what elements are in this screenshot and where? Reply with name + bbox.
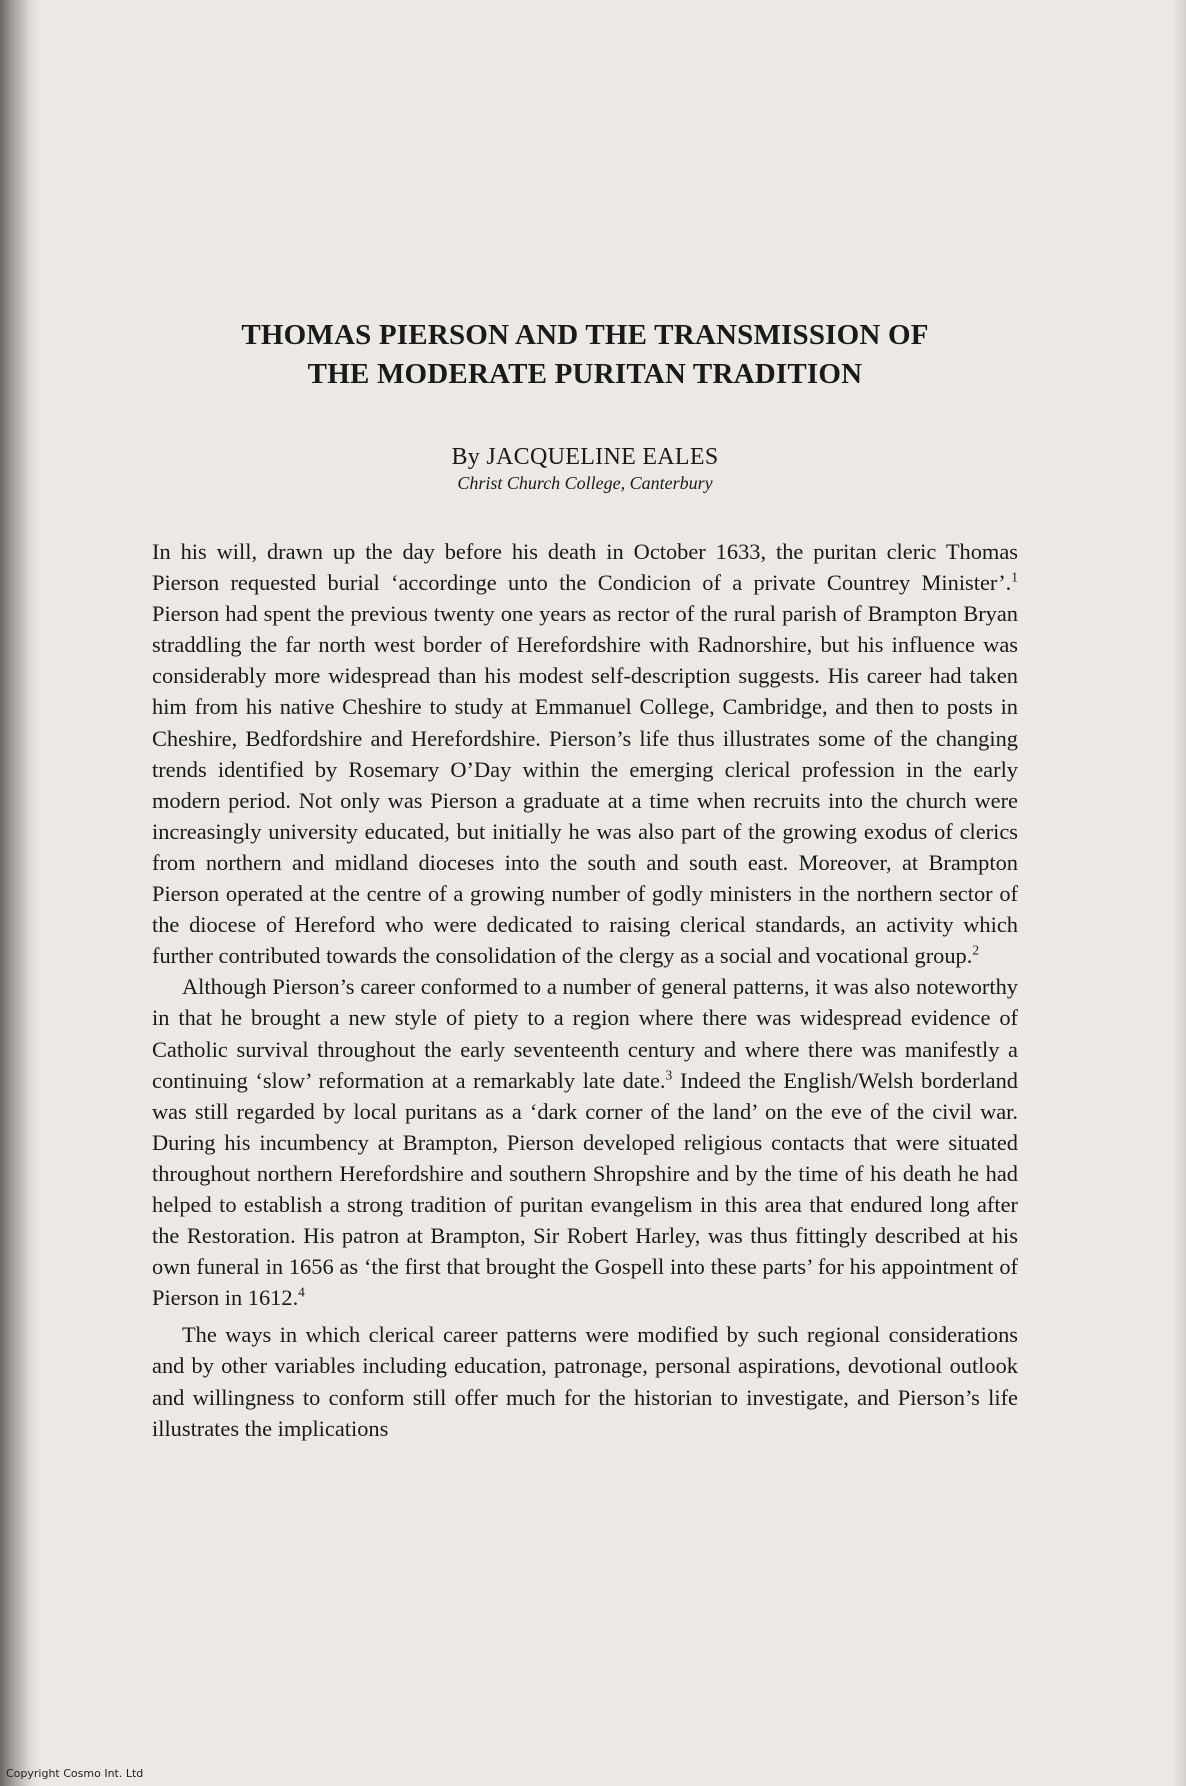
paragraph-2-text-a: Although Pierson’s career conformed to a number of general patterns, it was also noteworthy in that he brought a new style of piety to a region where there was widespread evidence of Catholic survival throughout the early seventeenth century and where there was manifestly a continuing ‘slow’ reformation at a remarkably late date. [152,974,1018,1093]
paragraph-2 [152,971,1018,1313]
footnote-ref-4: 4 [298,1284,305,1300]
footnote-ref-1: 1 [1011,569,1018,585]
copyright-watermark: Copyright Cosmo Int. Ltd [6,1767,144,1780]
paragraph-3 [152,1319,1018,1443]
paragraph-2-text-b: Indeed the English/Welsh borderland was still regarded by local puritans as a ‘dark corner of the land’ on the eve of the civil war. During his incumbency at Brampton, Pierson developed religious contacts that were situated throughout northern Herefordshire and southern Shropshire and by the time of his death he had helped to establish a strong tradition of puritan evangelism in this area that endured long after the Restoration. His patron at Brampton, Sir Robert Harley, was thus fittingly described at his own funeral in 1656 as ‘the first that brought the Gospell into these parts’ for his appointment of Pierson in 1612. [152,1067,1018,1311]
footnote-ref-3: 3 [665,1067,673,1083]
paragraph-3-text: The ways in which clerical career patterns were modified by such regional considerations and by other variables including education, patronage, personal aspirations, devotional outlook and willingness to conform still offer much for the historian to investigate, and Pierson’s life illustrates the implications [152,1322,1018,1441]
author-affiliation: Christ Church College, Canterbury [457,473,713,493]
show-through-texture [190,150,1050,342]
article [152,316,1018,1444]
title-line-2: THE MODERATE PURITAN TRADITION [307,358,863,390]
paragraph-1 [152,536,1018,971]
author-byline: By JACQUELINE EALES [451,444,719,470]
page-binding-shadow [0,0,40,1786]
page-edge-shadow [1172,0,1186,1786]
title-line-1: THOMAS PIERSON AND THE TRANSMISSION OF [241,319,929,351]
article-title [152,316,1018,394]
footnote-ref-2: 2 [972,942,980,958]
paragraph-1-text-a: In his will, drawn up the day before his death in October 1633, the puritan cleric Thomas Pierson requested burial ‘accordinge unto the Condicion of a private Countrey Minister’. [152,539,1018,596]
paragraph-1-text-b: Pierson had spent the previous twenty one years as rector of the rural parish of Brampton Bryan straddling the far north west border of Herefordshire with Radnorshire, but his influence was considerably more widespread than his modest self-description suggests. His career had taken him from his native Cheshire to study at Emmanuel College, Cambridge, and then to posts in Cheshire, Bedfordshire and Herefordshire. Pierson’s life thus illustrates some of the changing trends identified by Rosemary O’Day within the emerging clerical profession in the early modern period. Not only was Pierson a graduate at a time when recruits into the church were increasingly university educated, but initially he was also part of the growing exodus of clerics from northern and midland dioceses into the south and south east. Moreover, at Brampton Pierson operated at the centre of a growing number of godly ministers in the northern sector of the diocese of Hereford who were dedicated to raising clerical standards, an activity which further contributed towards the consolidation of the clergy as a social and vocational group. [152,601,1018,969]
